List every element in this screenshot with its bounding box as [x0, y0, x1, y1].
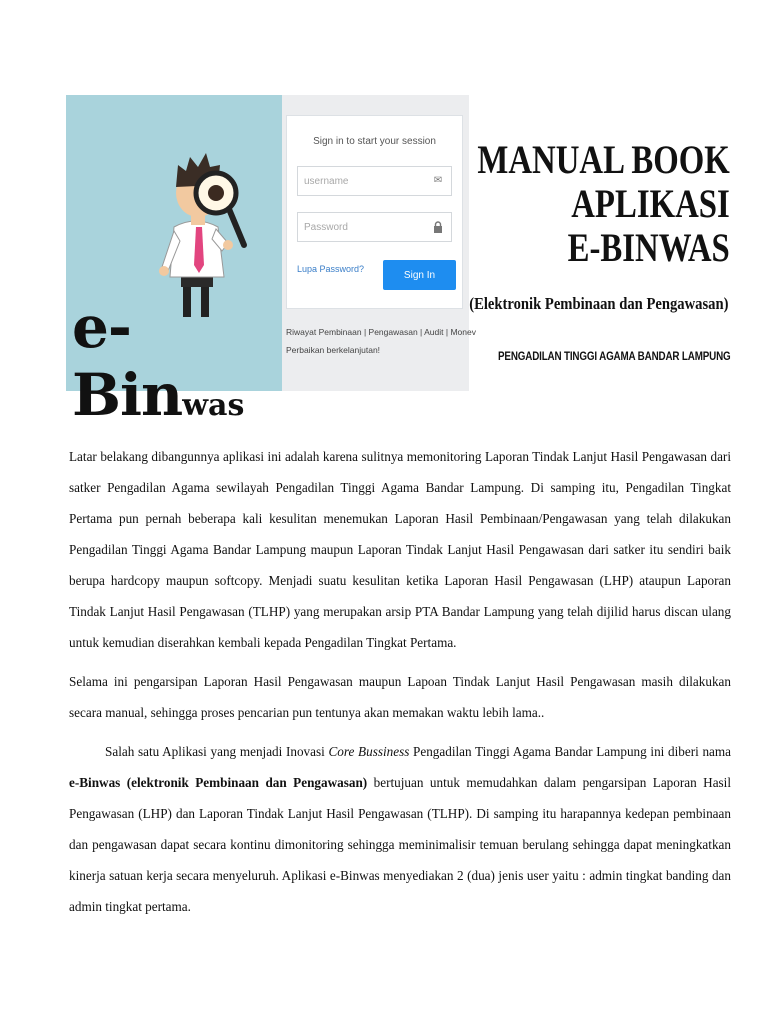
- illustration-panel: [66, 95, 282, 429]
- username-input[interactable]: [304, 168, 424, 194]
- title-block: [422, 138, 730, 270]
- paragraph-3-bold: e-Binwas (elektronik Pembinaan dan Pengawasan): [69, 775, 368, 790]
- forgot-password-link[interactable]: Lupa Password?: [297, 264, 365, 274]
- sign-in-button[interactable]: Sign In: [383, 260, 456, 290]
- title-line-3: E-BINWAS: [567, 225, 730, 270]
- ebinwas-logo: [72, 293, 282, 429]
- paragraph-3-part-c: bertujuan untuk memudahkan dalam pengarsipan Laporan Hasil Pengawasan (LHP) dan Laporan Tindak Lanjut Hasil Pengawasan (TLHP). Di samping itu harapannya kedepan pembinaan dan pengawasan dapat secara kontinu dimonitoring sehingga meminimalisir temuan berulang sehingga dapat meningkatkan kinerja satuan kerja secara menyeluruh. Aplikasi e-Binwas menyediakan 2 (dua) jenis user yaitu : admin tingkat banding dan admin tingkat pertama.: [69, 775, 732, 914]
- paragraph-3: [69, 736, 731, 922]
- institution-name: PENGADILAN TINGGI AGAMA BANDAR LAMPUNG: [497, 349, 730, 363]
- cover-image: [66, 95, 476, 429]
- paragraph-3-italic: Core Bussiness: [328, 744, 410, 759]
- paragraph-1: Latar belakang dibangunnya aplikasi ini adalah karena sulitnya memonitoring Laporan Tindak Lanjut Hasil Pengawasan dari satker Pengadilan Agama sewilayah Pengadilan Tinggi Agama Bandar Lampung. Di samping itu, Pengadilan Tingkat Pertama pun pernah beberapa kali kesulitan menemukan Laporan Hasil Pembinaan/Pengawasan yang telah dilakukan Pengadilan Tinggi Agama Bandar Lampung maupun Laporan Tindak Lanjut Hasil Pengawasan dari satker itu sendiri baik berupa hardcopy maupun softcopy. Menjadi suatu kesulitan ketika Laporan Hasil Pengawasan (LHP) ataupun Laporan Tindak Lanjut Hasil Pengawasan (TLHP) yang merupakan arsip PTA Bandar Lampung yang telah dijilid harus discan ulang untuk kemudian diserahkan kembali kepada Pengadilan Tingkat Pertama.: [69, 449, 731, 650]
- logo-text-main: e-Bin: [72, 293, 183, 429]
- envelope-icon: ✉: [433, 175, 443, 186]
- login-title: Sign in to start your session: [313, 136, 436, 147]
- document-subtitle: (Elektronik Pembinaan dan Pengawasan): [468, 294, 728, 313]
- title-line-2: APLIKASI: [571, 181, 730, 226]
- paragraph-3-part-b: Pengadilan Tinggi Agama Bandar Lampung ini diberi nama: [409, 744, 732, 759]
- login-footer-links: Riwayat Pembinaan | Pengawasan | Audit | Monev: [286, 327, 476, 337]
- title-line-1: MANUAL BOOK: [477, 137, 730, 182]
- login-tagline: Perbaikan berkelanjutan!: [286, 345, 381, 355]
- paragraph-3-part-a: Salah satu Aplikasi yang menjadi Inovasi: [105, 744, 329, 759]
- password-input[interactable]: [304, 214, 424, 240]
- body-text: [69, 441, 731, 930]
- logo-text-suffix: was: [182, 388, 245, 423]
- paragraph-2: Selama ini pengarsipan Laporan Hasil Pengawasan maupun Lapoan Tindak Lanjut Hasil Pengawasan masih dilakukan secara manual, sehingga proses pencarian pun tentunya akan memakan waktu lebih lama..: [69, 674, 731, 720]
